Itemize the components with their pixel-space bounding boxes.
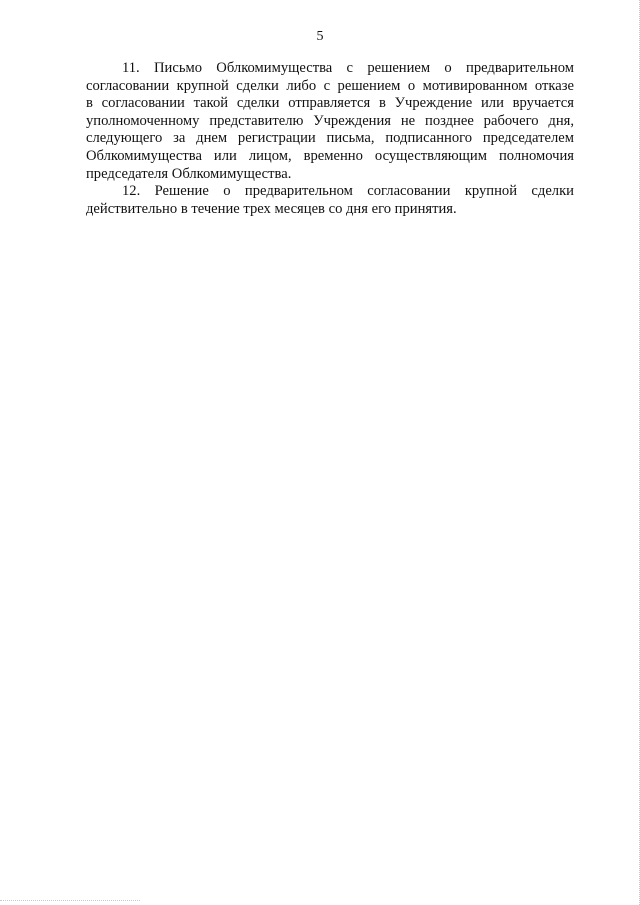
text-line: в согласовании такой сделки отправляется в Учреждение или вручается: [86, 95, 574, 112]
paragraph-11: [86, 60, 574, 183]
text-line: согласовании крупной сделки либо с решением о мотивированном отказе: [86, 77, 574, 94]
scan-edge-bottom: [0, 898, 140, 901]
text-line: председателя Облкомимущества.: [86, 165, 292, 182]
paragraph-12: [86, 183, 574, 218]
page-number: 5: [316, 29, 324, 44]
text-line: 12. Решение о предварительном согласовании крупной сделки: [122, 183, 574, 200]
document-body: [86, 60, 574, 218]
text-line: действительно в течение трех месяцев со дня его принятия.: [86, 200, 457, 217]
text-line: уполномоченному представителю Учреждения не позднее рабочего дня,: [86, 112, 574, 129]
text-line: Облкомимущества или лицом, временно осуществляющим полномочия: [86, 147, 574, 164]
text-line: следующего за днем регистрации письма, подписанного председателем: [86, 130, 574, 147]
text-line: 11. Письмо Облкомимущества с решением о предварительном: [122, 60, 574, 76]
